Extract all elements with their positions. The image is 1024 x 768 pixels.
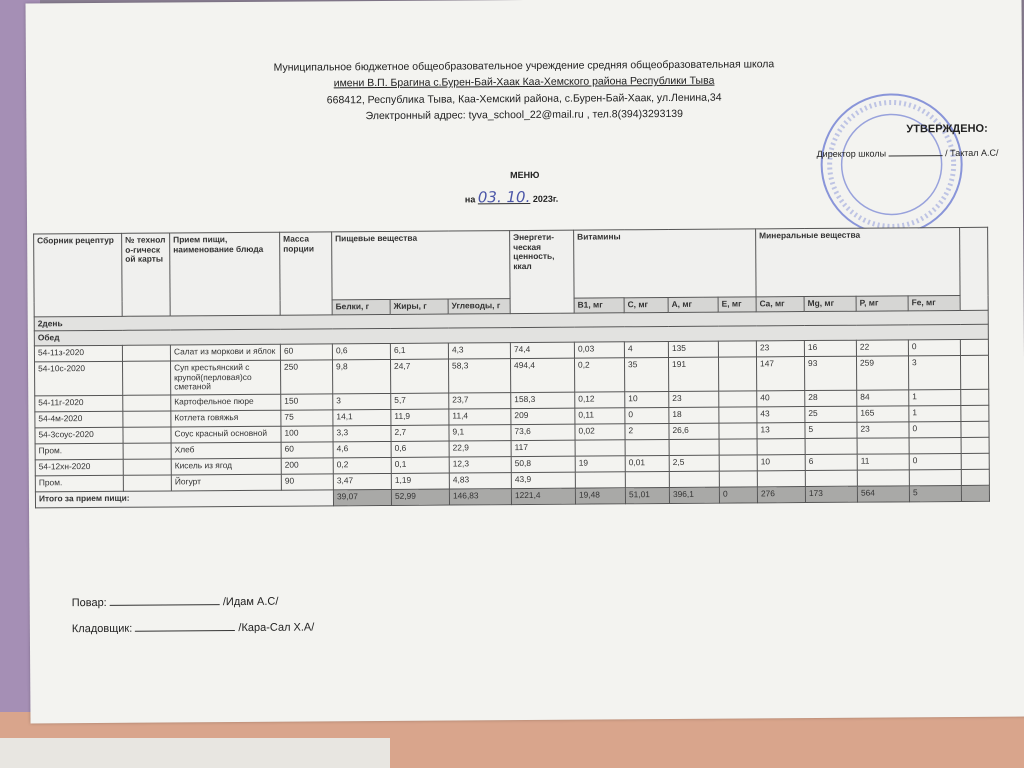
cell-extra — [961, 405, 989, 421]
cell-vitamin-e — [719, 455, 757, 471]
cell-b1: 0,02 — [575, 424, 625, 440]
cell-fat: 6,1 — [390, 343, 448, 359]
cell-recipe: 54-10с-2020 — [35, 361, 123, 396]
cell-recipe: 54-4м-2020 — [35, 411, 123, 428]
cell-fat: 0,1 — [391, 457, 449, 473]
th-energy: Энергети-ческая ценность, ккал — [510, 230, 575, 313]
th-p: P, мг — [856, 296, 908, 311]
cell-calcium — [757, 438, 805, 454]
total-label: Итого за прием пищи: — [35, 490, 333, 508]
cell-vitamin-e — [719, 391, 757, 407]
cell-energy: 158,3 — [511, 392, 575, 408]
cell-tech-card — [123, 443, 171, 459]
cell-protein: 9,8 — [332, 359, 390, 393]
th-carbs: Углеводы, г — [448, 299, 510, 314]
cell-phosphorus — [857, 438, 909, 454]
cell-dish-name: Хлеб — [171, 442, 281, 459]
cell-dish-name: Котлета говяжья — [171, 410, 281, 427]
menu-rows — [34, 339, 989, 492]
cell-vitamin-c — [625, 439, 669, 455]
cell-vitamin-e — [719, 471, 757, 487]
cell-energy: 73,6 — [511, 424, 575, 440]
approval-title: УТВЕРЖДЕНО: — [906, 122, 988, 136]
th-ca: Ca, мг — [756, 297, 804, 312]
cell-energy: 43,9 — [511, 472, 575, 488]
total-protein: 39,07 — [333, 489, 391, 505]
cell-carbs: 22,9 — [449, 441, 511, 457]
total-fe: 5 — [909, 485, 961, 501]
cell-recipe: 54-11з-2020 — [34, 345, 122, 362]
cell-iron — [909, 437, 961, 453]
th-fe: Fe, мг — [908, 295, 960, 310]
school-stamp — [816, 89, 967, 240]
director-name: / Тактал А.С/ — [945, 147, 999, 159]
cell-calcium: 13 — [757, 422, 805, 438]
th-e: E, мг — [718, 297, 756, 312]
cell-phosphorus: 22 — [856, 340, 908, 356]
cell-energy: 117 — [511, 440, 575, 456]
cell-vitamin-c: 4 — [624, 341, 668, 357]
total-energy: 1221,4 — [511, 488, 575, 504]
th-protein: Белки, г — [332, 299, 390, 314]
cell-carbs: 58,3 — [448, 359, 510, 393]
cell-extra — [961, 469, 989, 485]
cell-tech-card — [123, 411, 171, 427]
cell-phosphorus: 23 — [857, 422, 909, 438]
th-tech-card: № технол о-гическ ой карты — [122, 233, 171, 316]
cell-magnesium: 28 — [805, 390, 857, 406]
cell-dish-name: Соус красный основной — [171, 426, 281, 443]
cook-label: Повар: — [71, 596, 107, 610]
menu-title: МЕНЮ — [510, 169, 540, 181]
school-name-line1: Муниципальное бюджетное общеобразовательное учреждение средняя общеобразовательная школа — [273, 58, 775, 74]
cell-tech-card — [122, 361, 170, 395]
cell-vitamin-a: 191 — [668, 357, 718, 391]
director-line — [817, 147, 999, 159]
cell-iron: 1 — [909, 405, 961, 421]
menu-table — [33, 227, 990, 509]
cell-protein: 3 — [333, 393, 391, 409]
director-label: Директор школы — [816, 148, 887, 159]
cell-extra — [960, 355, 988, 389]
cell-phosphorus — [857, 470, 909, 486]
cell-mass: 75 — [281, 410, 333, 426]
th-mass: Масса порции — [280, 232, 333, 315]
th-extra — [960, 227, 989, 310]
total-c: 51,01 — [625, 487, 669, 503]
cook-signature-line — [72, 590, 279, 609]
cell-magnesium — [805, 470, 857, 486]
cell-mass: 100 — [281, 426, 333, 442]
total-fat: 52,99 — [391, 489, 449, 505]
cell-recipe: Пром. — [35, 443, 123, 460]
cell-fat: 5,7 — [391, 393, 449, 409]
cell-vitamin-e — [718, 341, 756, 357]
cell-b1: 0,03 — [574, 342, 624, 358]
cell-iron: 1 — [909, 389, 961, 405]
meal-label: Обед — [34, 325, 988, 346]
storekeeper-name: /Кара-Сал Х.А/ — [238, 621, 315, 635]
cell-iron — [909, 469, 961, 485]
cell-calcium: 10 — [757, 454, 805, 470]
cell-fat: 24,7 — [390, 359, 448, 393]
cell-vitamin-a: 18 — [669, 407, 719, 423]
cell-energy: 209 — [511, 408, 575, 424]
date-prefix: на — [464, 194, 476, 205]
cell-protein: 0,6 — [332, 343, 390, 359]
cell-tech-card — [122, 345, 170, 361]
th-dish: Прием пищи, наименование блюда — [170, 232, 281, 315]
cell-recipe: Пром. — [35, 475, 123, 492]
cell-extra — [961, 421, 989, 437]
th-vitamins: Витамины — [574, 229, 756, 298]
cell-calcium: 40 — [757, 390, 805, 406]
cell-phosphorus: 165 — [857, 406, 909, 422]
cell-extra — [961, 437, 989, 453]
cell-dish-name: Йогурт — [171, 474, 281, 491]
school-contacts: Электронный адрес: tyva_school_22@mail.ru , тел.8(394)3293139 — [365, 107, 683, 123]
cell-magnesium: 5 — [805, 422, 857, 438]
director-signature — [889, 147, 943, 156]
board-frame — [0, 738, 390, 768]
total-ca: 276 — [757, 486, 805, 502]
cell-b1: 19 — [575, 456, 625, 472]
cell-vitamin-e — [719, 407, 757, 423]
cell-tech-card — [123, 459, 171, 475]
cell-iron: 0 — [908, 339, 960, 355]
cell-energy: 494,4 — [510, 358, 574, 392]
cell-mass: 150 — [281, 394, 333, 410]
date-suffix: 2023г. — [532, 193, 559, 204]
cell-vitamin-a — [669, 471, 719, 487]
cell-vitamin-e — [718, 357, 756, 391]
cell-tech-card — [123, 475, 171, 491]
cell-calcium: 147 — [756, 357, 804, 391]
cell-b1 — [575, 440, 625, 456]
total-e: 0 — [719, 487, 757, 503]
cell-vitamin-a: 135 — [668, 341, 718, 357]
cell-extra — [961, 389, 989, 405]
cell-tech-card — [123, 427, 171, 443]
th-fat: Жиры, г — [390, 299, 448, 314]
date-handwritten: 03. 10. — [477, 187, 531, 207]
th-recipe-book: Сборник рецептур — [34, 233, 123, 316]
total-mg: 173 — [805, 486, 857, 502]
storekeeper-label: Кладовщик: — [71, 622, 133, 636]
th-mg: Mg, мг — [804, 296, 856, 311]
cell-energy: 74,4 — [510, 342, 574, 358]
cell-vitamin-c: 0,01 — [625, 455, 669, 471]
cell-fat: 0,6 — [391, 441, 449, 457]
cell-mass: 90 — [281, 474, 333, 490]
cell-carbs: 9,1 — [449, 425, 511, 441]
cell-vitamin-e — [719, 423, 757, 439]
cell-iron: 3 — [908, 355, 960, 389]
cell-iron: 0 — [909, 421, 961, 437]
cell-recipe: 54-11г-2020 — [35, 395, 123, 412]
th-minerals: Минеральные вещества — [756, 227, 960, 296]
cell-mass: 60 — [281, 442, 333, 458]
cell-dish-name: Суп крестьянский с крупой(перловая)со сметаной — [170, 360, 280, 395]
cell-vitamin-a: 2,5 — [669, 455, 719, 471]
storekeeper-signature — [135, 616, 235, 632]
cell-dish-name: Кисель из ягод — [171, 458, 281, 475]
cell-protein: 14,1 — [333, 409, 391, 425]
cell-recipe: 54-3соус-2020 — [35, 427, 123, 444]
cell-energy: 50,8 — [511, 456, 575, 472]
cell-iron: 0 — [909, 453, 961, 469]
total-p: 564 — [857, 486, 909, 502]
cell-protein: 3,3 — [333, 425, 391, 441]
cell-recipe: 54-12хн-2020 — [35, 459, 123, 476]
cell-magnesium — [805, 438, 857, 454]
cook-name: /Идам А.С/ — [222, 595, 279, 609]
th-nutrients: Пищевые вещества — [332, 231, 510, 300]
cell-vitamin-c: 10 — [625, 391, 669, 407]
cell-protein: 0,2 — [333, 457, 391, 473]
cell-magnesium: 25 — [805, 406, 857, 422]
cook-signature — [110, 590, 220, 606]
total-b1: 19,48 — [575, 488, 625, 504]
cell-mass: 200 — [281, 458, 333, 474]
cell-vitamin-a: 23 — [669, 391, 719, 407]
cell-fat: 1,19 — [391, 473, 449, 489]
cell-carbs: 4,3 — [448, 343, 510, 359]
cell-dish-name: Картофельное пюре — [171, 394, 281, 411]
cell-vitamin-a: 26,6 — [669, 423, 719, 439]
cell-extra — [960, 339, 988, 355]
cell-extra — [961, 453, 989, 469]
cell-vitamin-e — [719, 439, 757, 455]
cell-calcium: 43 — [757, 406, 805, 422]
cell-protein: 4,6 — [333, 441, 391, 457]
cell-b1: 0,12 — [575, 392, 625, 408]
cell-carbs: 12,3 — [449, 457, 511, 473]
cell-carbs: 4,83 — [449, 473, 511, 489]
cell-calcium: 23 — [756, 341, 804, 357]
th-a: A, мг — [668, 297, 718, 312]
cell-vitamin-a — [669, 439, 719, 455]
cell-mass: 60 — [280, 344, 332, 360]
cell-mass: 250 — [280, 360, 332, 394]
cell-dish-name: Салат из моркови и яблок — [170, 344, 280, 361]
storekeeper-signature-line — [72, 615, 315, 635]
cell-phosphorus: 84 — [857, 390, 909, 406]
cell-carbs: 11,4 — [449, 409, 511, 425]
menu-sheet — [25, 0, 1024, 723]
cell-b1: 0,11 — [575, 408, 625, 424]
cell-vitamin-c: 35 — [624, 357, 668, 391]
cell-vitamin-c — [625, 471, 669, 487]
cell-tech-card — [123, 395, 171, 411]
menu-date — [465, 188, 558, 207]
cell-vitamin-c: 2 — [625, 423, 669, 439]
total-a: 396,1 — [669, 487, 719, 503]
cell-b1: 0,2 — [574, 358, 624, 392]
cell-magnesium: 6 — [805, 454, 857, 470]
total-carbs: 146,83 — [449, 489, 511, 505]
cell-calcium — [757, 470, 805, 486]
cell-fat: 11,9 — [391, 409, 449, 425]
school-address: 668412, Республика Тыва, Каа-Хемский района, с.Бурен-Бай-Хаак, ул.Ленина,34 — [326, 91, 722, 107]
cell-magnesium: 16 — [804, 340, 856, 356]
cell-phosphorus: 11 — [857, 454, 909, 470]
cell-vitamin-c: 0 — [625, 407, 669, 423]
day-label: 2день — [34, 310, 988, 331]
th-c: C, мг — [624, 298, 668, 313]
th-b1: B1, мг — [574, 298, 624, 313]
cell-b1 — [575, 472, 625, 488]
cell-protein: 3,47 — [333, 473, 391, 489]
school-name-line2: имени В.П. Брагина с.Бурен-Бай-Хаак Каа-Хемского района Республики Тыва — [333, 74, 715, 90]
cell-magnesium: 93 — [804, 356, 856, 390]
cell-carbs: 23,7 — [449, 393, 511, 409]
cell-phosphorus: 259 — [856, 356, 908, 390]
cell-fat: 2,7 — [391, 425, 449, 441]
total-extra — [961, 485, 989, 501]
